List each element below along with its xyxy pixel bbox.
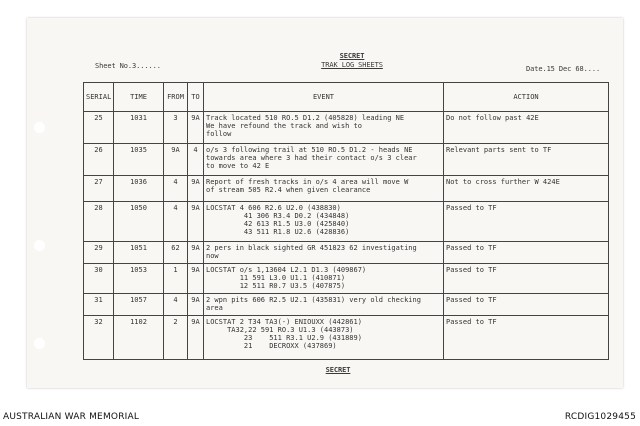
cell-action: Relevant parts sent to TF — [444, 144, 609, 176]
cell-to: 9A — [188, 112, 204, 144]
cell-action: Passed to TF — [444, 242, 609, 264]
cell-to: 9A — [188, 316, 204, 360]
cell-serial: 29 — [84, 242, 114, 264]
table-row — [84, 264, 609, 294]
cell-time: 1051 — [114, 242, 164, 264]
log-table — [83, 82, 609, 360]
column-header-action: ACTION — [444, 83, 609, 112]
punch-hole — [34, 338, 45, 349]
cell-time: 1035 — [114, 144, 164, 176]
cell-from: 62 — [164, 242, 188, 264]
archive-identifier: RCDIG1029455 — [564, 412, 636, 422]
table-row — [84, 144, 609, 176]
cell-action: Passed to TF — [444, 264, 609, 294]
cell-from: 4 — [164, 176, 188, 202]
cell-from: 1 — [164, 264, 188, 294]
table-header-row — [84, 83, 609, 112]
cell-serial: 25 — [84, 112, 114, 144]
column-header-event: EVENT — [204, 83, 444, 112]
cell-time: 1057 — [114, 294, 164, 316]
cell-to: 4 — [188, 144, 204, 176]
cell-from: 2 — [164, 316, 188, 360]
cell-event: 2 wpn pits 606 R2.5 U2.1 (435831) very old checking area — [204, 294, 444, 316]
cell-event: 2 pers in black sighted GR 451823 62 investigating now — [204, 242, 444, 264]
cell-event: LOCSTAT 2 T34 TA3(-) ENIOUXX (442861) TA32,22 591 RO.3 U1.3 (443873) 23 511 R3.1 U2.9 (431889) 21 DECROXX (437869) — [204, 316, 444, 360]
column-header-serial: SERIAL — [84, 83, 114, 112]
archive-credit: AUSTRALIAN WAR MEMORIAL — [3, 412, 140, 422]
cell-time: 1053 — [114, 264, 164, 294]
column-header-time: TIME — [114, 83, 164, 112]
cell-from: 4 — [164, 294, 188, 316]
cell-from: 4 — [164, 202, 188, 242]
cell-action: Passed to TF — [444, 316, 609, 360]
cell-event: Report of fresh tracks in o/s 4 area will move W of stream 505 R2.4 when given clearance — [204, 176, 444, 202]
table-row — [84, 294, 609, 316]
punch-hole — [34, 122, 45, 133]
column-header-to: TO — [188, 83, 204, 112]
cell-to: 9A — [188, 264, 204, 294]
cell-time: 1102 — [114, 316, 164, 360]
table-row — [84, 202, 609, 242]
security-classification-bottom: SECRET — [325, 366, 351, 374]
cell-from: 3 — [164, 112, 188, 144]
cell-time: 1036 — [114, 176, 164, 202]
table-row — [84, 242, 609, 264]
cell-to: 9A — [188, 202, 204, 242]
cell-action: Not to cross further W 424E — [444, 176, 609, 202]
cell-event: LOCSTAT o/s 1,13604 L2.1 D1.3 (409867) 11 591 L3.0 U1.1 (410871) 12 511 R0.7 U3.5 (407875) — [204, 264, 444, 294]
cell-to: 9A — [188, 242, 204, 264]
table-row — [84, 176, 609, 202]
cell-event: LOCSTAT 4 606 R2.6 U2.0 (438830) 41 306 R3.4 D0.2 (434848) 42 613 R1.5 U3.0 (425840) 43 511 R1.8 U2.6 (428836) — [204, 202, 444, 242]
cell-action: Passed to TF — [444, 294, 609, 316]
punch-hole — [34, 240, 45, 251]
table-row — [84, 112, 609, 144]
cell-from: 9A — [164, 144, 188, 176]
security-classification-top: SECRET — [339, 52, 365, 60]
cell-action: Passed to TF — [444, 202, 609, 242]
cell-action: Do not follow past 42E — [444, 112, 609, 144]
log-title: TRAK LOG SHEETS — [321, 61, 383, 69]
sheet-number: Sheet No.3...... — [95, 62, 161, 70]
cell-to: 9A — [188, 294, 204, 316]
cell-event: o/s 3 following trail at 510 RO.5 D1.2 - heads NE towards area where 3 had their contact o/s 3 clear to move to 42 E — [204, 144, 444, 176]
cell-serial: 32 — [84, 316, 114, 360]
log-date: Date.15 Dec 68.... — [526, 65, 601, 73]
cell-time: 1050 — [114, 202, 164, 242]
cell-serial: 26 — [84, 144, 114, 176]
cell-serial: 28 — [84, 202, 114, 242]
table-row — [84, 316, 609, 360]
cell-serial: 27 — [84, 176, 114, 202]
cell-to: 9A — [188, 176, 204, 202]
cell-event: Track located 510 RO.5 D1.2 (405828) leading NE We have refound the track and wish to follow — [204, 112, 444, 144]
cell-time: 1031 — [114, 112, 164, 144]
cell-serial: 30 — [84, 264, 114, 294]
column-header-from: FROM — [164, 83, 188, 112]
cell-serial: 31 — [84, 294, 114, 316]
